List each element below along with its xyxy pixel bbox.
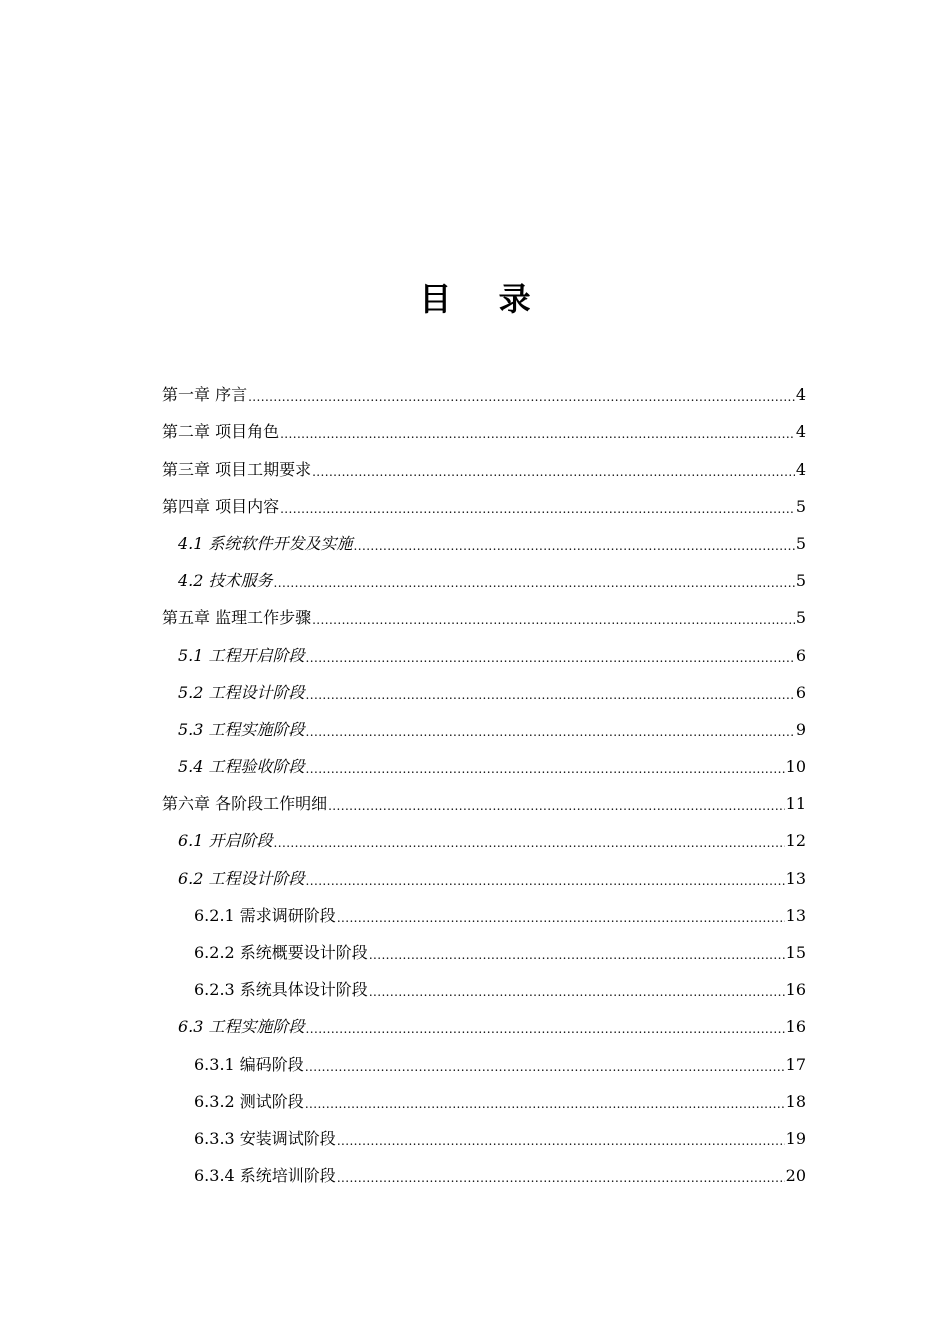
toc-entry-label: 4.1 系统软件开发及实施 — [178, 533, 353, 553]
toc-entry-page: 16 — [785, 1017, 806, 1037]
toc-entry[interactable] — [162, 1007, 806, 1044]
toc-entry-label: 5.2 工程设计阶段 — [178, 682, 305, 702]
toc-entry-label: 6.1 开启阶段 — [178, 831, 273, 851]
toc-entry-page: 16 — [785, 980, 806, 1000]
toc-leader-dots — [337, 1128, 785, 1150]
toc-leader-dots — [337, 1165, 785, 1187]
toc-entry[interactable] — [162, 635, 806, 672]
toc-entry-label: 5.1 工程开启阶段 — [178, 645, 305, 665]
toc-entry-page: 5 — [795, 496, 806, 516]
toc-entry-label: 6.2.3 系统具体设计阶段 — [194, 980, 368, 1000]
table-of-contents — [162, 375, 806, 1193]
toc-entry-page: 9 — [795, 719, 806, 739]
toc-leader-dots — [274, 570, 795, 592]
toc-leader-dots — [280, 421, 795, 443]
toc-entry-page: 13 — [785, 868, 806, 888]
toc-leader-dots — [305, 1091, 785, 1113]
toc-entry-page: 5 — [795, 608, 806, 628]
toc-leader-dots — [280, 496, 795, 518]
toc-entry-label: 5.4 工程验收阶段 — [178, 757, 305, 777]
toc-entry[interactable] — [162, 673, 806, 710]
toc-leader-dots — [369, 942, 785, 964]
toc-entry-label: 6.3.2 测试阶段 — [194, 1091, 304, 1111]
toc-leader-dots — [306, 868, 785, 890]
toc-entry-page: 18 — [785, 1091, 806, 1111]
toc-entry[interactable] — [162, 487, 806, 524]
toc-leader-dots — [337, 905, 785, 927]
toc-entry-page: 20 — [785, 1166, 806, 1186]
toc-entry[interactable] — [162, 561, 806, 598]
toc-entry-label: 6.3.1 编码阶段 — [194, 1054, 304, 1074]
toc-entry-page: 12 — [785, 831, 806, 851]
toc-entry-label: 6.3.3 安装调试阶段 — [194, 1128, 336, 1148]
toc-leader-dots — [306, 645, 795, 667]
toc-leader-dots — [306, 719, 795, 741]
toc-entry[interactable] — [162, 970, 806, 1007]
toc-entry[interactable] — [162, 858, 806, 895]
toc-entry[interactable] — [162, 1156, 806, 1193]
toc-entry-page: 5 — [795, 571, 806, 591]
toc-entry[interactable] — [162, 449, 806, 486]
toc-entry[interactable] — [162, 524, 806, 561]
toc-entry-page: 4 — [795, 422, 806, 442]
toc-entry-label: 5.3 工程实施阶段 — [178, 719, 305, 739]
toc-entry-label: 6.2.2 系统概要设计阶段 — [194, 943, 368, 962]
toc-leader-dots — [328, 793, 785, 815]
toc-entry-page: 5 — [795, 533, 806, 553]
toc-entry-label: 第二章 项目角色 — [162, 422, 280, 442]
toc-entry[interactable] — [162, 1044, 806, 1081]
toc-entry-label: 6.3 工程实施阶段 — [178, 1017, 305, 1037]
toc-entry-label: 第一章 序言 — [162, 385, 248, 405]
toc-entry[interactable] — [162, 1119, 806, 1156]
toc-entry-page: 13 — [785, 905, 806, 925]
toc-entry[interactable] — [162, 375, 806, 412]
toc-entry[interactable] — [162, 710, 806, 747]
toc-entry-page: 19 — [785, 1128, 806, 1148]
toc-entry[interactable] — [162, 784, 806, 821]
toc-entry[interactable] — [162, 412, 806, 449]
toc-entry-page: 17 — [785, 1054, 806, 1074]
toc-entry-page: 15 — [785, 943, 806, 962]
toc-entry-label: 4.2 技术服务 — [178, 571, 273, 591]
toc-leader-dots — [354, 533, 795, 555]
toc-leader-dots — [312, 459, 795, 481]
toc-leader-dots — [369, 979, 785, 1001]
toc-entry-page: 4 — [795, 385, 806, 405]
toc-entry[interactable] — [162, 821, 806, 858]
toc-leader-dots — [306, 1016, 785, 1038]
toc-entry[interactable] — [162, 598, 806, 635]
toc-entry-page: 6 — [795, 645, 806, 665]
toc-entry[interactable] — [162, 933, 806, 970]
toc-leader-dots — [248, 384, 795, 406]
toc-entry-page: 4 — [795, 459, 806, 479]
toc-entry-page: 6 — [795, 682, 806, 702]
toc-leader-dots — [312, 607, 795, 629]
toc-entry-label: 6.3.4 系统培训阶段 — [194, 1166, 336, 1186]
toc-entry[interactable] — [162, 747, 806, 784]
toc-leader-dots — [306, 756, 785, 778]
toc-entry-label: 6.2.1 需求调研阶段 — [194, 905, 336, 925]
toc-entry-label: 第六章 各阶段工作明细 — [162, 794, 328, 814]
toc-leader-dots — [274, 830, 785, 852]
toc-entry[interactable] — [162, 1082, 806, 1119]
page-title: 目 录 — [419, 280, 549, 318]
toc-entry-label: 第四章 项目内容 — [162, 496, 280, 516]
toc-entry-page: 11 — [785, 794, 806, 814]
toc-entry-label: 第五章 监理工作步骤 — [162, 608, 312, 628]
toc-leader-dots — [305, 1054, 785, 1076]
toc-entry-label: 第三章 项目工期要求 — [162, 459, 312, 479]
toc-entry-label: 6.2 工程设计阶段 — [178, 868, 305, 888]
toc-leader-dots — [306, 682, 795, 704]
toc-entry[interactable] — [162, 896, 806, 933]
toc-entry-page: 10 — [785, 757, 806, 777]
